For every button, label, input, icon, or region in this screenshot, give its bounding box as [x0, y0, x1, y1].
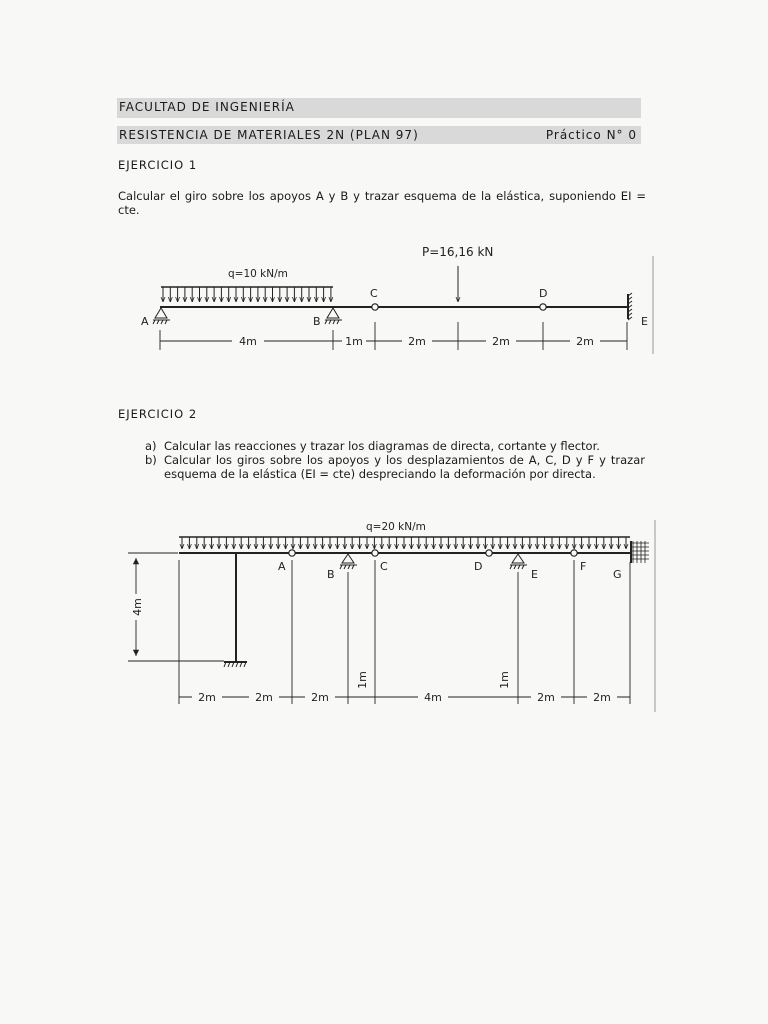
dimension-line-ex1 — [160, 322, 627, 350]
label-e: E — [641, 315, 648, 328]
item-text: Calcular los giros sobre los apoyos y los desplazamientos de A, C, D y F y trazar esquema de la elástica (EI = cte) despreciando la deformación por directa. — [164, 453, 645, 481]
dim-4m: 4m — [239, 335, 257, 348]
label-c: C — [380, 560, 388, 573]
distributed-load-q20 — [179, 537, 630, 549]
label-b: B — [327, 568, 335, 581]
label-b: B — [313, 315, 321, 328]
hinge-c — [372, 550, 378, 556]
dim-4m: 4m — [424, 691, 442, 704]
dim-height-4m: 4m — [131, 598, 144, 616]
dim-vertical-1m-2: 1m — [498, 671, 511, 689]
column-fixed-base — [224, 662, 247, 667]
faculty-name: FACULTAD DE INGENIERÍA — [119, 100, 295, 114]
label-f: F — [580, 560, 587, 573]
dim-2m-3: 2m — [576, 335, 594, 348]
pin-support-b — [325, 308, 342, 324]
fixed-support-g — [631, 541, 649, 563]
distributed-load-q10 — [161, 287, 333, 302]
hinge-d — [486, 550, 492, 556]
extension-lines — [179, 560, 630, 704]
load-p-label: P=16,16 kN — [422, 245, 494, 259]
label-d: D — [539, 287, 548, 300]
practice-number: Práctico N° 0 — [545, 128, 637, 142]
pin-support-b — [340, 554, 357, 569]
exercise-1-title: EJERCICIO 1 — [118, 158, 198, 172]
exercise-1-diagram — [141, 245, 653, 354]
dim-vertical-1m-1: 1m — [356, 671, 369, 689]
hinge-d — [540, 304, 546, 310]
pin-support-a — [153, 308, 170, 324]
exercise-2-title: EJERCICIO 2 — [118, 407, 198, 421]
dim-1m: 1m — [345, 335, 363, 348]
hinge-f — [571, 550, 577, 556]
dim-2m-1: 2m — [198, 691, 216, 704]
pin-support-e — [510, 554, 527, 569]
label-c: C — [370, 287, 378, 300]
label-d: D — [474, 560, 483, 573]
label-a: A — [278, 560, 286, 573]
dim-2m-2: 2m — [492, 335, 510, 348]
item-label: b) — [145, 453, 157, 467]
item-label: a) — [145, 439, 157, 453]
label-e: E — [531, 568, 538, 581]
hinge-c — [372, 304, 378, 310]
label-a: A — [141, 315, 149, 328]
dim-2m-2: 2m — [255, 691, 273, 704]
course-name: RESISTENCIA DE MATERIALES 2N (PLAN 97) — [119, 128, 419, 142]
exercise-2-diagram — [128, 520, 655, 712]
item-text: Calcular las reacciones y trazar los diagramas de directa, cortante y flector. — [164, 439, 600, 453]
load-q-label: q=10 kN/m — [228, 268, 288, 280]
dim-2m-3: 2m — [311, 691, 329, 704]
hinge-a — [289, 550, 295, 556]
load-q-label: q=20 kN/m — [366, 521, 426, 533]
exercise-1-statement: Calcular el giro sobre los apoyos A y B y trazar esquema de la elástica, suponiendo EI = cte. — [118, 189, 646, 217]
dim-2m-1: 2m — [408, 335, 426, 348]
dim-2m-5: 2m — [593, 691, 611, 704]
fixed-support-e — [628, 293, 632, 320]
label-g: G — [613, 568, 622, 581]
dim-2m-4: 2m — [537, 691, 555, 704]
